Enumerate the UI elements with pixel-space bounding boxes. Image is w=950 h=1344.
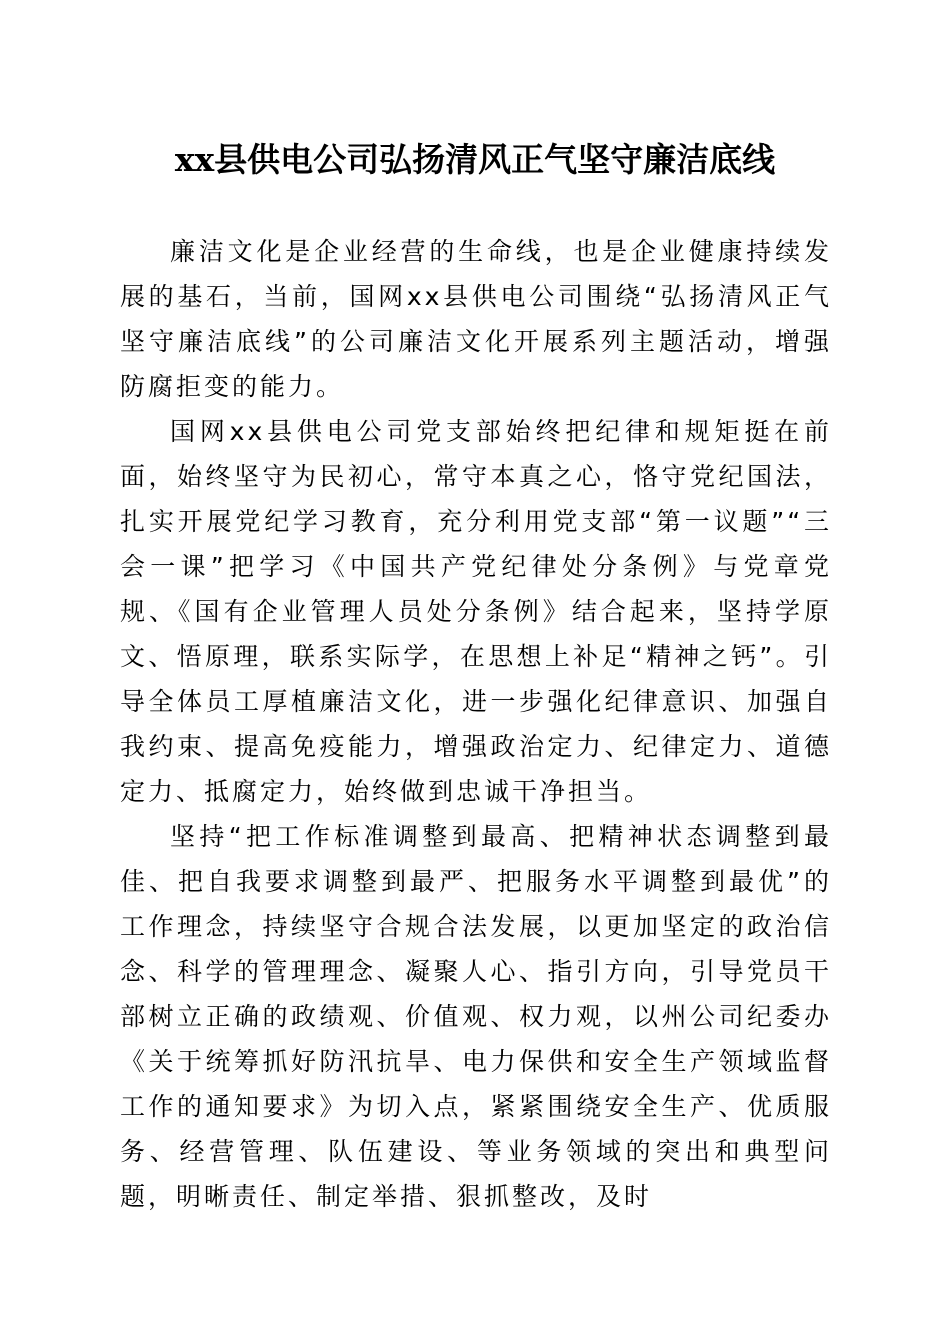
- paragraph: 国网xx县供电公司党支部始终把纪律和规矩挺在前面，始终坚守为民初心，常守本真之心，恪守党纪国法，扎实开展党纪学习教育，充分利用党支部“第一议题”“三会一课”把学习《中国共产党纪律处分条例》与党章党规、《国有企业管理人员处分条例》结合起来，坚持学原文、悟原理，联系实际学，在思想上补足“精神之钙”。引导全体员工厚植廉洁文化，进一步强化纪律意识、加强自我约束、提高免疫能力，增强政治定力、纪律定力、道德定力、抵腐定力，始终做到忠诚干净担当。: [120, 417, 832, 806]
- paragraph: 廉洁文化是企业经营的生命线，也是企业健康持续发展的基石，当前，国网xx县供电公司围绕“弘扬清风正气坚守廉洁底线”的公司廉洁文化开展系列主题活动，增强防腐拒变的能力。: [120, 237, 832, 401]
- document-body: [120, 229, 832, 1219]
- paragraph: 坚持“把工作标准调整到最高、把精神状态调整到最佳、把自我要求调整到最严、把服务水平调整到最优”的工作理念，持续坚守合规合法发展，以更加坚定的政治信念、科学的管理理念、凝聚人心、指引方向，引导党员干部树立正确的政绩观、价值观、权力观，以州公司纪委办《关于统筹抓好防汛抗旱、电力保供和安全生产领域监督工作的通知要求》为切入点，紧紧围绕安全生产、优质服务、经营管理、队伍建设、等业务领域的突出和典型问题，明晰责任、制定举措、狠抓整改，及时: [120, 822, 832, 1211]
- document-title: xx县供电公司弘扬清风正气坚守廉洁底线: [174, 140, 776, 179]
